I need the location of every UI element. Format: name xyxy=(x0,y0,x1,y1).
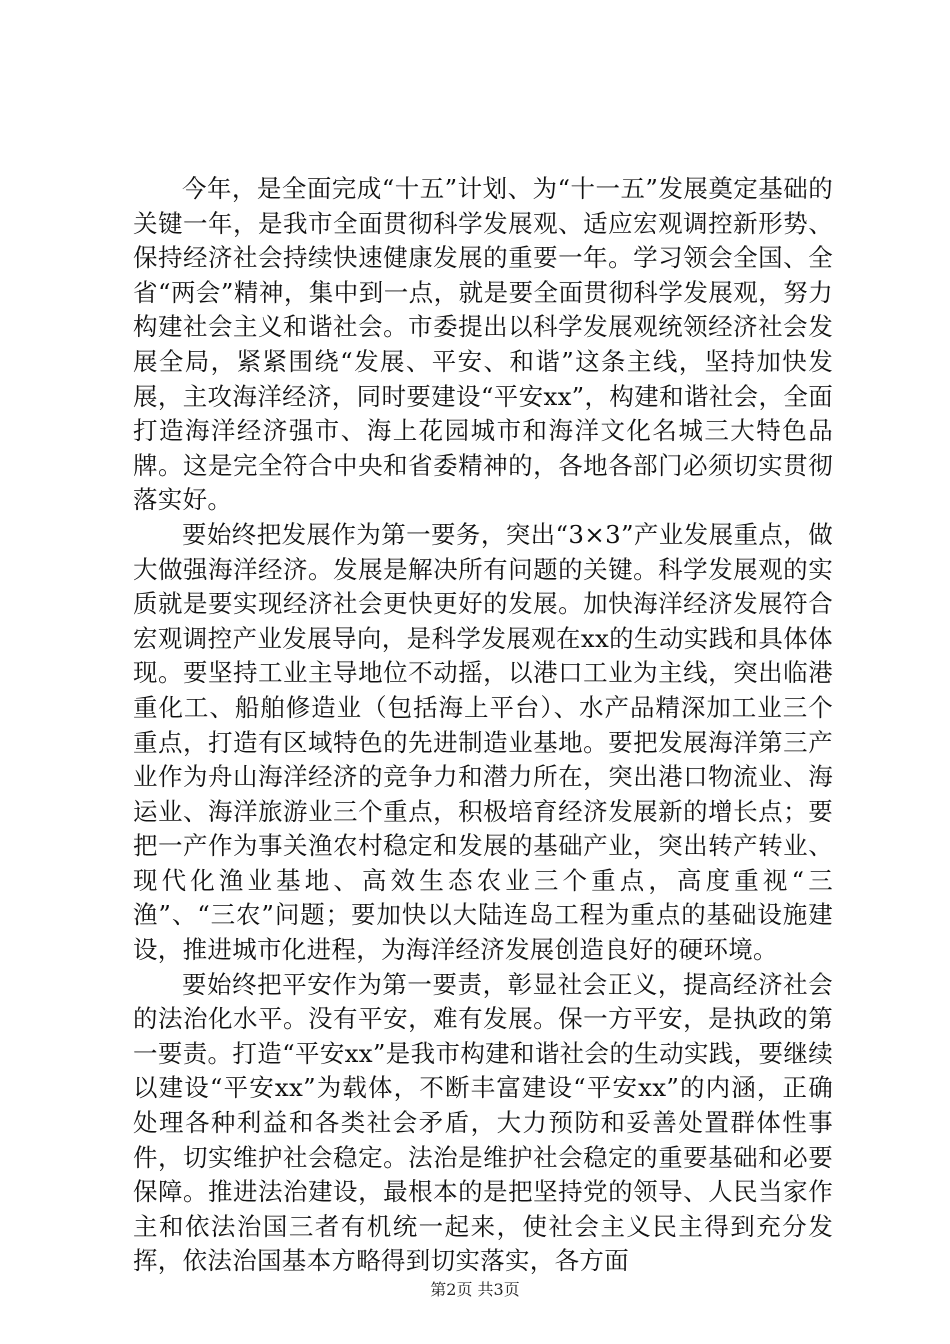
page-number-footer: 第2页 共3页 xyxy=(430,1280,520,1299)
paragraph-1: 今年，是全面完成“十五”计划、为“十一五”发展奠定基础的关键一年，是我市全面贯彻科学发展观、适应宏观调控新形势、保持经济社会持续快速健康发展的重要一年。学习领会全国、全省“两会”精神，集中到一点，就是要全面贯彻科学发展观，努力构建社会主义和谐社会。市委提出以科学发展观统领经济社会发展全局，紧紧围绕“发展、平安、和谐”这条主线，坚持加快发展，主攻海洋经济，同时要建设“平安xx”，构建和谐社会，全面打造海洋经济强市、海上花园城市和海洋文化名城三大特色品牌。这是完全符合中央和省委精神的，各地各部门必须切实贯彻落实好。 xyxy=(133,174,833,515)
paragraph-3: 要始终把平安作为第一要责，彰显社会正义，提高经济社会的法治化水平。没有平安，难有发展。保一方平安，是执政的第一要责。打造“平安xx”是我市构建和谐社会的生动实践，要继续以建设“平安xx”为载体，不断丰富建设“平安xx”的内涵，正确处理各种利益和各类社会矛盾，大力预防和妥善处置群体性事件，切实维护社会稳定。法治是维护社会稳定的重要基础和必要保障。推进法治建设，最根本的是把坚持党的领导、人民当家作主和依法治国三者有机统一起来，使社会主义民主得到充分发挥，依法治国基本方略得到切实落实，各方面 xyxy=(133,969,833,1276)
paragraph-2: 要始终把发展作为第一要务，突出“3×3”产业发展重点，做大做强海洋经济。发展是解决所有问题的关键。科学发展观的实质就是要实现经济社会更快更好的发展。加快海洋经济发展符合宏观调控产业发展导向，是科学发展观在xx的生动实践和具体体现。要坚持工业主导地位不动摇，以港口工业为主线，突出临港重化工、船舶修造业（包括海上平台）、水产品精深加工业三个重点，打造有区域特色的先进制造业基地。要把发展海洋第三产业作为舟山海洋经济的竞争力和潜力所在，突出港口物流业、海运业、海洋旅游业三个重点，积极培育经济发展新的增长点；要把一产作为事关渔农村稳定和发展的基础产业，突出转产转业、现代化渔业基地、高效生态农业三个重点，高度重视“三渔”、“三农”问题；要加快以大陆连岛工程为重点的基础设施建设，推进城市化进程，为海洋经济发展创造良好的硬环境。 xyxy=(133,519,833,965)
document-body xyxy=(133,172,833,1279)
